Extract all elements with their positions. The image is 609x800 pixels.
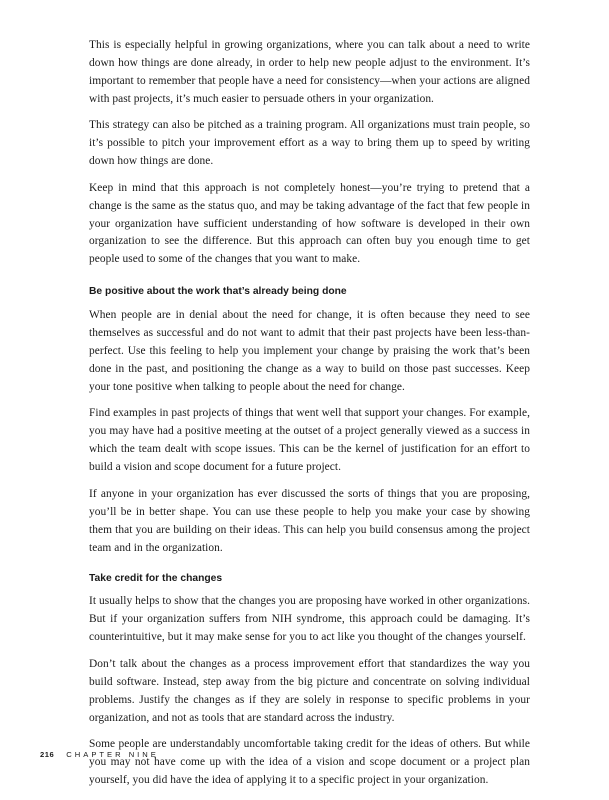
credit-paragraph-1: It usually helps to show that the changes you are proposing have worked in other organizations. But if your organization suffers from NIH syndrome, this approach could be damaging. It’s counterintuitive, but it may make sense for you to act like you thought of the changes yourself. bbox=[89, 595, 530, 644]
page-number: 216 bbox=[40, 750, 55, 759]
credit-paragraph-3: Some people are understandably uncomfortable taking credit for the ideas of others. But while you may not have come up with the idea of a vision and scope document or a project plan yourself, you did have the idea of applying it to a specific project in your organization. bbox=[89, 738, 530, 786]
page-footer bbox=[40, 750, 159, 759]
chapter-label: CHAPTER NINE bbox=[66, 750, 159, 759]
intro-paragraph-2: This strategy can also be pitched as a training program. All organizations must train people, so it’s possible to pitch your improvement effort as a way to bring them up to speed by writing down how things are done. bbox=[89, 119, 530, 168]
credit-paragraph-2: Don’t talk about the changes as a process improvement effort that standardizes the way you build software. Instead, step away from the big picture and concentrate on solving individual problems. Justify the changes as if they are solely in response to specific problems in your organization, and not as tools that are standard across the industry. bbox=[89, 657, 530, 724]
positive-paragraph-3: If anyone in your organization has ever discussed the sorts of things that you are proposing, you’ll be in better shape. You can use these people to help you make your case by showing them that you are building on their ideas. This can help you build consensus among the project team and in the organization. bbox=[89, 487, 530, 554]
section-heading-positive: Be positive about the work that’s already being done bbox=[89, 286, 347, 298]
positive-paragraph-1: When people are in denial about the need for change, it is often because they need to see themselves as successful and do not want to admit that their past projects have been less-than-perfect. Use this feeling to help you implement your change by praising the work that’s been done in the past, and positioning the change as a way to build on those past successes. Keep your tone positive when talking to people about the need for change. bbox=[89, 309, 530, 393]
positive-paragraph-2: Find examples in past projects of things that went well that support your changes. For example, you may have had a positive meeting at the outset of a project generally viewed as a success in which the team dealt with scope issues. This can be the kernel of justification for an effort to build a vision and scope document for a future project. bbox=[89, 407, 530, 474]
page-body bbox=[89, 37, 530, 799]
section-heading-credit: Take credit for the changes bbox=[89, 573, 223, 585]
intro-paragraph-1: This is especially helpful in growing organizations, where you can talk about a need to write down how things are done already, in order to help new people adjust to the environment. It’s important to remember that people have a need for consistency—when your actions are aligned with past projects, it’s much easier to persuade others in your organization. bbox=[89, 39, 530, 105]
intro-paragraph-3: Keep in mind that this approach is not completely honest—you’re trying to pretend that a change is the same as the status quo, and may be taking advantage of the fact that few people in your organization have sufficient understanding of how software is developed in their own organization to see the difference. But this approach can often buy you enough time to get people used to some of the changes that you want to make. bbox=[89, 181, 530, 266]
